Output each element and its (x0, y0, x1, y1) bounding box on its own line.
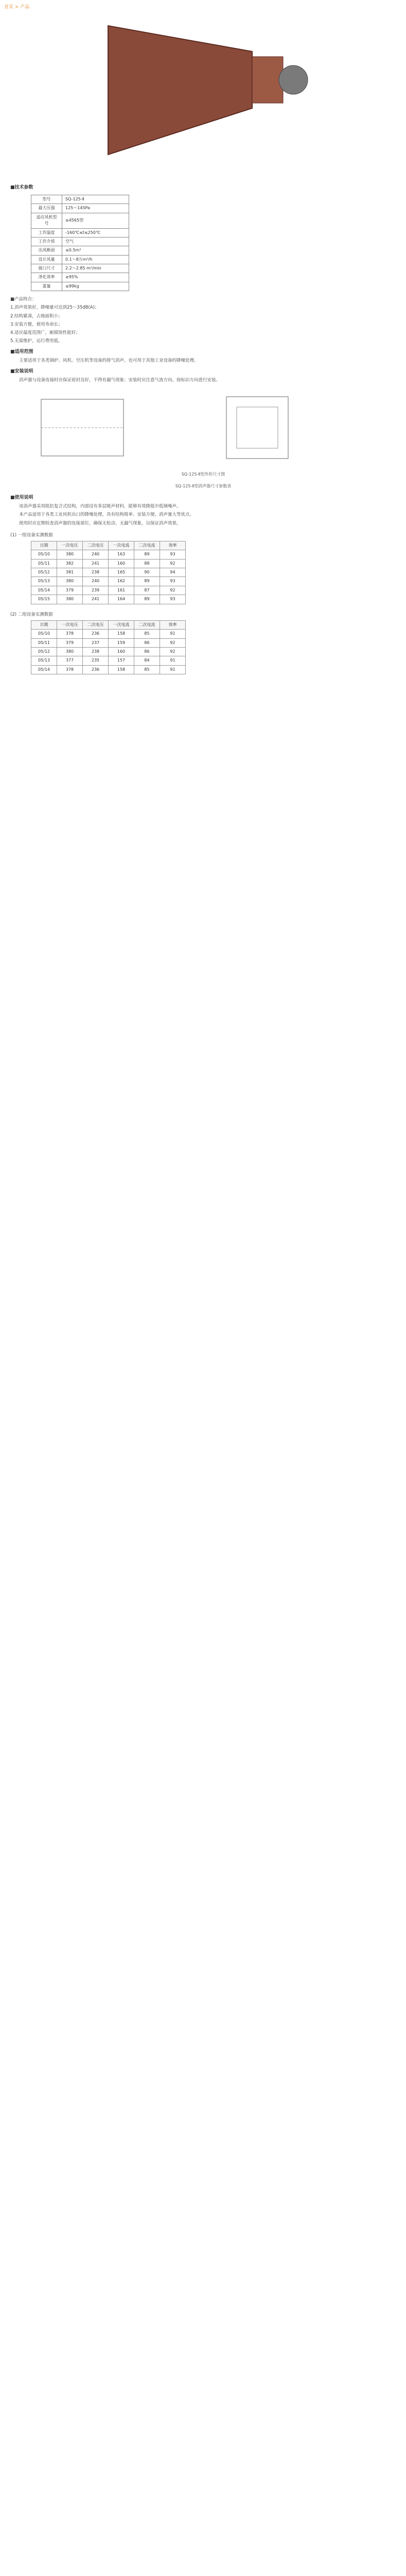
spec-row (31, 282, 129, 291)
table-cell: 91 (160, 656, 186, 665)
spec-value: SQ-125-Ⅱ (62, 195, 129, 204)
main-content (10, 15, 396, 682)
spec-value: 2.2～2.85 m²/min (62, 264, 129, 273)
table-cell: 93 (160, 550, 186, 559)
body-paragraph: 该消声器采用阻抗复合式结构，内部设有多层吸声材料，能够有效降低中低频噪声。 (19, 504, 181, 510)
table-header-cell: 日期 (31, 620, 57, 629)
spec-label: 设计风量 (31, 255, 62, 264)
table-header-cell: 二次电压 (83, 541, 109, 550)
spec-label: 适应风机型号 (31, 213, 62, 228)
table-cell: 05/12 (31, 568, 57, 577)
table-title: (2) 二组设备实测数据 (10, 612, 53, 617)
spec-label: 工作介质 (31, 237, 62, 246)
spec-table (31, 195, 129, 291)
table-cell: 84 (134, 656, 160, 665)
spec-label: 工作温度 (31, 228, 62, 237)
spec-row (31, 273, 129, 282)
table-row (31, 577, 186, 586)
table-cell: 238 (83, 568, 109, 577)
spec-row (31, 213, 129, 228)
table-cell: 87 (134, 586, 160, 595)
table-cell: 159 (109, 638, 134, 647)
table-header-cell: 日期 (31, 541, 57, 550)
table-cell: 380 (57, 550, 83, 559)
table-cell: 379 (57, 638, 83, 647)
table-cell: 05/10 (31, 630, 57, 638)
table-header-cell: 一次电流 (109, 620, 134, 629)
table-cell: 92 (160, 647, 186, 656)
table-cell: 92 (160, 586, 186, 595)
spec-value: 空气 (62, 237, 129, 246)
spec-label: 接口尺寸 (31, 264, 62, 273)
product-image (10, 15, 396, 180)
table-cell: 160 (109, 559, 134, 568)
table-header-cell: 一次电压 (57, 541, 83, 550)
spec-value: ≥95% (62, 273, 129, 282)
table-cell: 379 (57, 586, 83, 595)
intro-list (10, 296, 396, 345)
application-title: ■适用范围 (10, 349, 33, 355)
table-caption: SQ-125-Ⅱ型消声器尺寸参数表 (175, 483, 232, 488)
table-cell: 89 (134, 550, 160, 559)
table-header-cell: 一次电流 (109, 541, 134, 550)
intro-line: 4.适应温度范围广，耐腐蚀性能好； (10, 330, 80, 335)
spec-value: 0.1～8万m³/h (62, 255, 129, 264)
spec-label: 最大压强 (31, 204, 62, 213)
table-cell: 158 (109, 665, 134, 674)
spec-value: -160℃≤t≤250℃ (62, 228, 129, 237)
table-cell: 380 (57, 577, 83, 586)
table-row (31, 630, 186, 638)
spec-label: 净化效率 (31, 273, 62, 282)
table-header-cell: 二次电压 (83, 620, 109, 629)
spec-label: 重量 (31, 282, 62, 291)
table-cell: 157 (109, 656, 134, 665)
table-cell: 236 (83, 630, 109, 638)
table-cell: 91 (160, 630, 186, 638)
table-cell: 85 (134, 630, 160, 638)
table-cell: 93 (160, 577, 186, 586)
table-cell: 92 (160, 638, 186, 647)
table-cell: 381 (57, 568, 83, 577)
table-cell: 05/15 (31, 595, 57, 604)
spec-label: 型号 (31, 195, 62, 204)
data-tables (10, 532, 396, 674)
intro-line: ■产品特点： (10, 297, 37, 302)
table-cell: 377 (57, 656, 83, 665)
body-paragraph: 本产品适用于各类工业风机出口的降噪处理，具有结构简单、安装方便、消声量大等优点。 (19, 512, 195, 518)
section-params-title: ■技术参数 (10, 185, 33, 190)
table-cell: 378 (57, 630, 83, 638)
table-cell: 05/10 (31, 550, 57, 559)
intro-line: 1.消声效果好，降噪量可达到25～35dB(A)； (10, 305, 99, 311)
table-cell: 05/11 (31, 638, 57, 647)
spec-value: ≤0.5m³ (62, 246, 129, 255)
spec-row (31, 264, 129, 273)
table-header-row (31, 620, 186, 629)
table-header-row (31, 541, 186, 550)
table-cell: 05/12 (31, 647, 57, 656)
table-cell: 382 (57, 559, 83, 568)
intro-line: 5.无需维护，运行费用低。 (10, 338, 63, 344)
table-row (31, 559, 186, 568)
table-cell: 86 (134, 647, 160, 656)
table-cell: 162 (109, 577, 134, 586)
table-header-cell: 一次电压 (57, 620, 83, 629)
table-title: (1) 一组设备实测数据 (10, 532, 53, 538)
table-cell: 05/13 (31, 577, 57, 586)
table-header-cell: 二次电流 (134, 620, 160, 629)
table-cell: 380 (57, 647, 83, 656)
table-row (31, 595, 186, 604)
table-cell: 05/14 (31, 665, 57, 674)
spec-row (31, 246, 129, 255)
drawing-caption: SQ-125-Ⅱ型外形尺寸图 (181, 472, 225, 477)
data-table (31, 620, 186, 674)
technical-drawings (10, 389, 396, 466)
table-cell: 05/13 (31, 656, 57, 665)
spec-row (31, 228, 129, 237)
table-cell: 89 (134, 577, 160, 586)
table-cell: 241 (83, 559, 109, 568)
table-cell: 05/11 (31, 559, 57, 568)
table-cell: 163 (109, 550, 134, 559)
table-row (31, 647, 186, 656)
data-table (31, 541, 186, 604)
table-cell: 85 (134, 665, 160, 674)
table-cell: 89 (134, 595, 160, 604)
table-cell: 239 (83, 586, 109, 595)
table-cell: 165 (109, 568, 134, 577)
table-cell: 378 (57, 665, 83, 674)
spec-row (31, 204, 129, 213)
table-header-cell: 效率 (160, 620, 186, 629)
body-title: ■使用说明 (10, 495, 33, 501)
spec-value: ≤4565型 (62, 213, 129, 228)
body-paragraph: 使用时应定期检查消声器的连接部位，确保无松动、无漏气现象，以保证消声效果。 (19, 520, 181, 526)
intro-line: 2.结构紧凑，占地面积小； (10, 313, 63, 319)
spec-value: ≤99kg (62, 282, 129, 291)
table-row (31, 656, 186, 665)
table-cell: 94 (160, 568, 186, 577)
table-cell: 240 (83, 550, 109, 559)
spec-row (31, 195, 129, 204)
intro-line: 3.安装方便，使用寿命长； (10, 321, 63, 327)
table-cell: 93 (160, 595, 186, 604)
table-cell: 241 (83, 595, 109, 604)
table-cell: 158 (109, 630, 134, 638)
table-cell: 237 (83, 638, 109, 647)
spec-row (31, 237, 129, 246)
table-cell: 92 (160, 559, 186, 568)
spec-label: 出风断面 (31, 246, 62, 255)
table-header-cell: 效率 (160, 541, 186, 550)
table-cell: 164 (109, 595, 134, 604)
table-cell: 91 (160, 665, 186, 674)
table-cell: 86 (134, 638, 160, 647)
table-row (31, 665, 186, 674)
spec-value: 125～145Pa (62, 204, 129, 213)
table-cell: 236 (83, 665, 109, 674)
table-row (31, 568, 186, 577)
table-cell: 161 (109, 586, 134, 595)
table-header-cell: 二次电流 (134, 541, 160, 550)
table-cell: 380 (57, 595, 83, 604)
application-text: 主要适用于各类锅炉、风机、空压机等设备的排气消声，也可用于其他工业设备的降噪处理。 (19, 358, 199, 364)
table-cell: 160 (109, 647, 134, 656)
table-cell: 88 (134, 559, 160, 568)
table-row (31, 638, 186, 647)
table-cell: 90 (134, 568, 160, 577)
table-cell: 238 (83, 647, 109, 656)
install-title: ■安装说明 (10, 369, 33, 375)
install-text: 消声器与设备连接时应保证密封良好，不得有漏气现象；安装时应注意气流方向，按标识方向进行安装。 (19, 378, 221, 383)
table-cell: 235 (83, 656, 109, 665)
breadcrumb[interactable]: 首页 > 产品 (4, 5, 30, 10)
table-cell: 240 (83, 577, 109, 586)
table-row (31, 550, 186, 559)
table-row (31, 586, 186, 595)
body-paragraphs (10, 503, 396, 527)
spec-row (31, 255, 129, 264)
table-cell: 05/14 (31, 586, 57, 595)
